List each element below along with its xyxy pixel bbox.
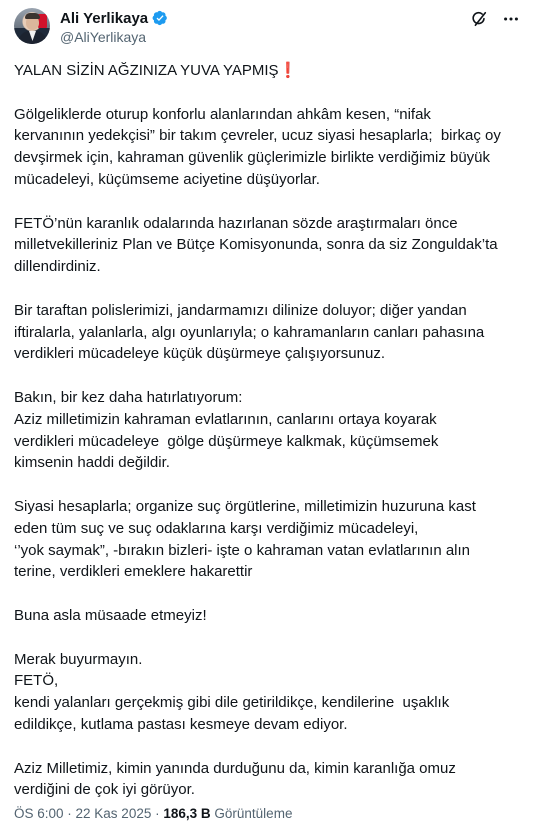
author-names [60, 9, 168, 45]
post-header [14, 8, 524, 46]
post-paragraph: Bir taraftan polislerimizi, jandarmamızı dilinize doluyor; diğer yandan iftiralarla, yalanlarla, algı oyunlarıyla; o kahramanların canları pahasına verdikleri mücadeleye küçük düşürmeye çalışıyorsunuz. [14, 301, 485, 363]
post-date[interactable]: 22 Kas 2025 [75, 806, 152, 821]
meta-separator: · [63, 806, 76, 821]
verified-badge-icon[interactable] [152, 10, 168, 26]
views-count: 186,3 B [163, 806, 211, 821]
post-paragraph: Siyasi hesaplarla; organize suç örgütlerine, milletimizin huzuruna kast eden tüm suç ve suç odaklarına karşı verdiğimiz mücadeleyi, ‘’yok saymak”, -bırakın bizleri- işte o kahraman vatan evlatlarının alın terine, verdikleri emeklere hakarettir [14, 497, 476, 581]
author-handle[interactable]: @AliYerlikaya [60, 29, 147, 45]
post-paragraph: FETÖ’nün karanlık odalarında hazırlanan sözde araştırmaları önce milletvekilleriniz Plan ve Bütçe Komisyonunda, sonra da siz Zonguldak’ta dillendirdiniz. [14, 214, 498, 276]
post-paragraph: Gölgeliklerde oturup konforlu alanlarından ahkâm kesen, “nifak kervanının yedekçisi” bir takım çevreler, ucuz siyasi hesaplarla; birkaç oy devşirmek için, kahraman güvenlik güçlerimizle birlikte verdiğimiz büyük mücadeleyi, küçümseme aciyetine düşüyorlar. [14, 105, 501, 188]
post-meta [14, 806, 292, 821]
post-paragraph: YALAN SİZİN AĞZINIZA YUVA YAPMIŞ❗️ [14, 62, 298, 79]
more-icon[interactable] [502, 10, 520, 28]
views-label: Görüntüleme [214, 806, 293, 821]
post-paragraph: Bakın, bir kez daha hatırlatıyorum: Aziz milletimizin kahraman evlatlarının, canlarını ortaya koyarak verdikleri mücadeleye gölge düşürmeye kalkmak, küçümsemek kimsenin haddi değildir. [14, 388, 439, 472]
author-display-name[interactable]: Ali Yerlikaya [60, 9, 149, 27]
post-paragraph: Merak buyurmayın. FETÖ, kendi yalanları gerçekmiş gibi dile getirildikçe, kendilerine uşaklık edildikçe, kutlama pastası kesmeye devam ediyor. [14, 650, 450, 733]
avatar[interactable] [14, 8, 50, 44]
post-paragraph: Aziz Milletimiz, kimin yanında durduğunu da, kimin karanlığa omuz verdiğini de çok iyi görüyor. [14, 759, 456, 799]
post-text [14, 60, 524, 801]
post-paragraph: Buna asla müsaade etmeyiz! [14, 606, 207, 624]
grok-icon[interactable] [470, 10, 488, 28]
meta-separator: · [151, 806, 164, 821]
post-time[interactable]: ÖS 6:00 [14, 806, 64, 821]
